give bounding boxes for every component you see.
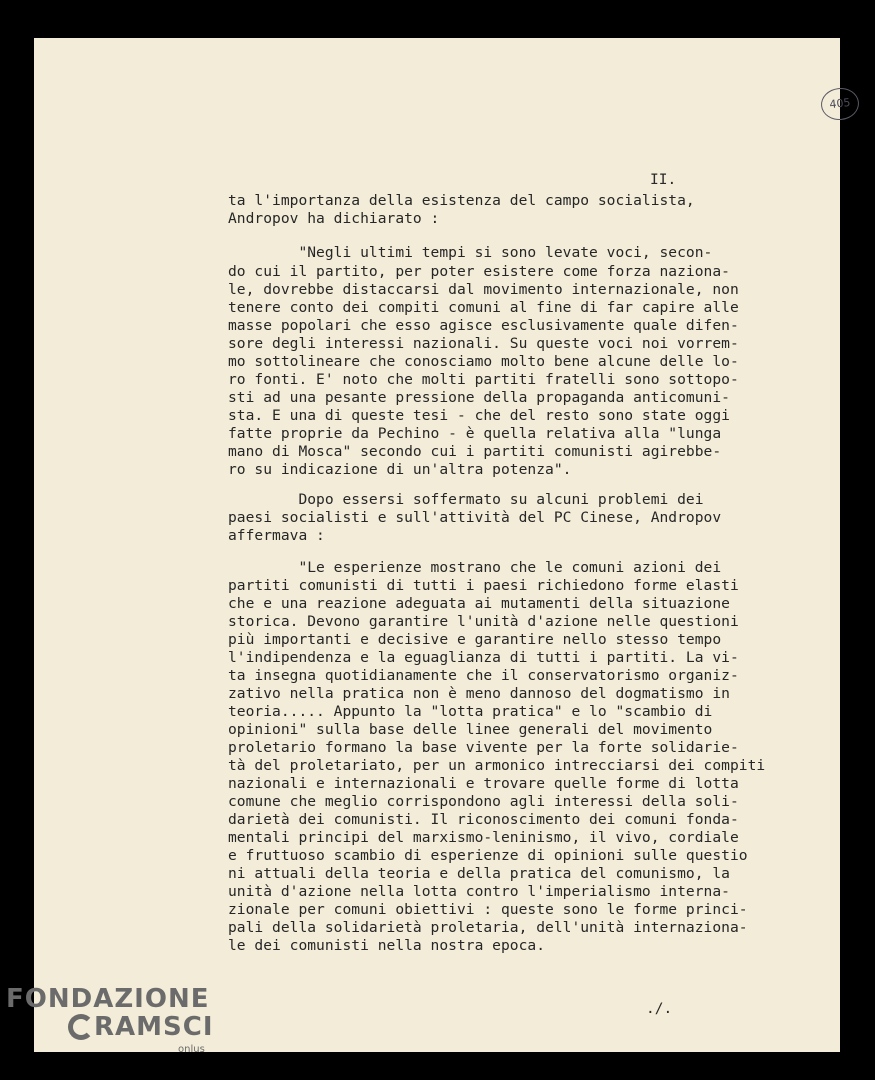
text-line: ta insegna quotidianamente che il conservatorismo organiz- bbox=[228, 667, 739, 684]
text-line: do cui il partito, per poter esistere come forza naziona- bbox=[228, 263, 730, 280]
text-line: più importanti e decisive e garantire nello stesso tempo bbox=[228, 631, 722, 648]
text-line: le, dovrebbe distaccarsi dal movimento internazionale, non bbox=[228, 281, 739, 298]
text-line: affermava : bbox=[228, 527, 325, 544]
text-line: ro su indicazione di un'altra potenza". bbox=[228, 461, 572, 478]
text-line: tà del proletariato, per un armonico intrecciarsi dei compiti bbox=[228, 757, 766, 774]
text-line: le dei comunisti nella nostra epoca. bbox=[228, 937, 546, 954]
text-line: teoria..... Appunto la "lotta pratica" e lo "scambio di bbox=[228, 703, 713, 720]
text-line: opinioni" sulla base delle linee generali del movimento bbox=[228, 721, 713, 738]
text-line: "Negli ultimi tempi si sono levate voci, secon- bbox=[228, 244, 713, 261]
text-line: unità d'azione nella lotta contro l'imperialismo interna- bbox=[228, 883, 730, 900]
text-line: mano di Mosca" secondo cui i partiti comunisti agirebbe- bbox=[228, 443, 722, 460]
text-line: fatte proprie da Pechino - è quella relativa alla "lunga bbox=[228, 425, 722, 442]
text-line: sti ad una pesante pressione della propaganda anticomuni- bbox=[228, 389, 730, 406]
fondazione-gramsci-watermark bbox=[6, 984, 226, 1064]
text-line: ta l'importanza della esistenza del campo socialista, bbox=[228, 192, 695, 209]
text-line: paesi socialisti e sull'attività del PC Cinese, Andropov bbox=[228, 509, 722, 526]
watermark-line-2: RAMSCI bbox=[94, 1012, 214, 1042]
text-line: proletario formano la base vivente per la forte solidarie- bbox=[228, 739, 739, 756]
watermark-line-3: onlus bbox=[178, 1044, 205, 1055]
text-line: sta. E una di queste tesi - che del resto sono state oggi bbox=[228, 407, 730, 424]
text-line: masse popolari che esso agisce esclusivamente quale difen- bbox=[228, 317, 739, 334]
watermark-g-logo-icon bbox=[68, 1014, 94, 1040]
text-line: nazionali e internazionali e trovare quelle forme di lotta bbox=[228, 775, 739, 792]
text-line: pali della solidarietà proletaria, dell'unità internaziona- bbox=[228, 919, 748, 936]
text-line: che e una reazione adeguata ai mutamenti della situazione bbox=[228, 595, 730, 612]
text-line: tenere conto dei compiti comuni al fine di far capire alle bbox=[228, 299, 739, 316]
text-line: darietà dei comunisti. Il riconoscimento dei comuni fonda- bbox=[228, 811, 739, 828]
text-line: ro fonti. E' noto che molti partiti fratelli sono sottopo- bbox=[228, 371, 739, 388]
archive-stamp: 405 bbox=[819, 86, 860, 122]
text-line: zativo nella pratica non è meno dannoso del dogmatismo in bbox=[228, 685, 730, 702]
page-number: II. bbox=[650, 172, 677, 188]
text-line: ni attuali della teoria e della pratica del comunismo, la bbox=[228, 865, 730, 882]
text-line: Dopo essersi soffermato su alcuni problemi dei bbox=[228, 491, 704, 508]
continuation-mark: ./. bbox=[646, 1001, 673, 1017]
document-page bbox=[34, 38, 852, 1052]
text-line: sore degli interessi nazionali. Su queste voci noi vorrem- bbox=[228, 335, 739, 352]
text-line: storica. Devono garantire l'unità d'azione nelle questioni bbox=[228, 613, 739, 630]
text-line: Andropov ha dichiarato : bbox=[228, 210, 440, 227]
text-line: comune che meglio corrispondono agli interessi della soli- bbox=[228, 793, 739, 810]
text-line: zionale per comuni obiettivi : queste sono le forme princi- bbox=[228, 901, 748, 918]
text-line: l'indipendenza e la eguaglianza di tutti i partiti. La vi- bbox=[228, 649, 739, 666]
watermark-line-1: FONDAZIONE bbox=[6, 984, 210, 1014]
text-line: mo sottolineare che conosciamo molto bene alcune delle lo- bbox=[228, 353, 739, 370]
text-line: mentali principi del marxismo-leninismo, il vivo, cordiale bbox=[228, 829, 739, 846]
text-line: "Le esperienze mostrano che le comuni azioni dei bbox=[228, 559, 722, 576]
text-line: partiti comunisti di tutti i paesi richiedono forme elasti bbox=[228, 577, 739, 594]
text-line: e fruttuoso scambio di esperienze di opinioni sulle questio bbox=[228, 847, 748, 864]
